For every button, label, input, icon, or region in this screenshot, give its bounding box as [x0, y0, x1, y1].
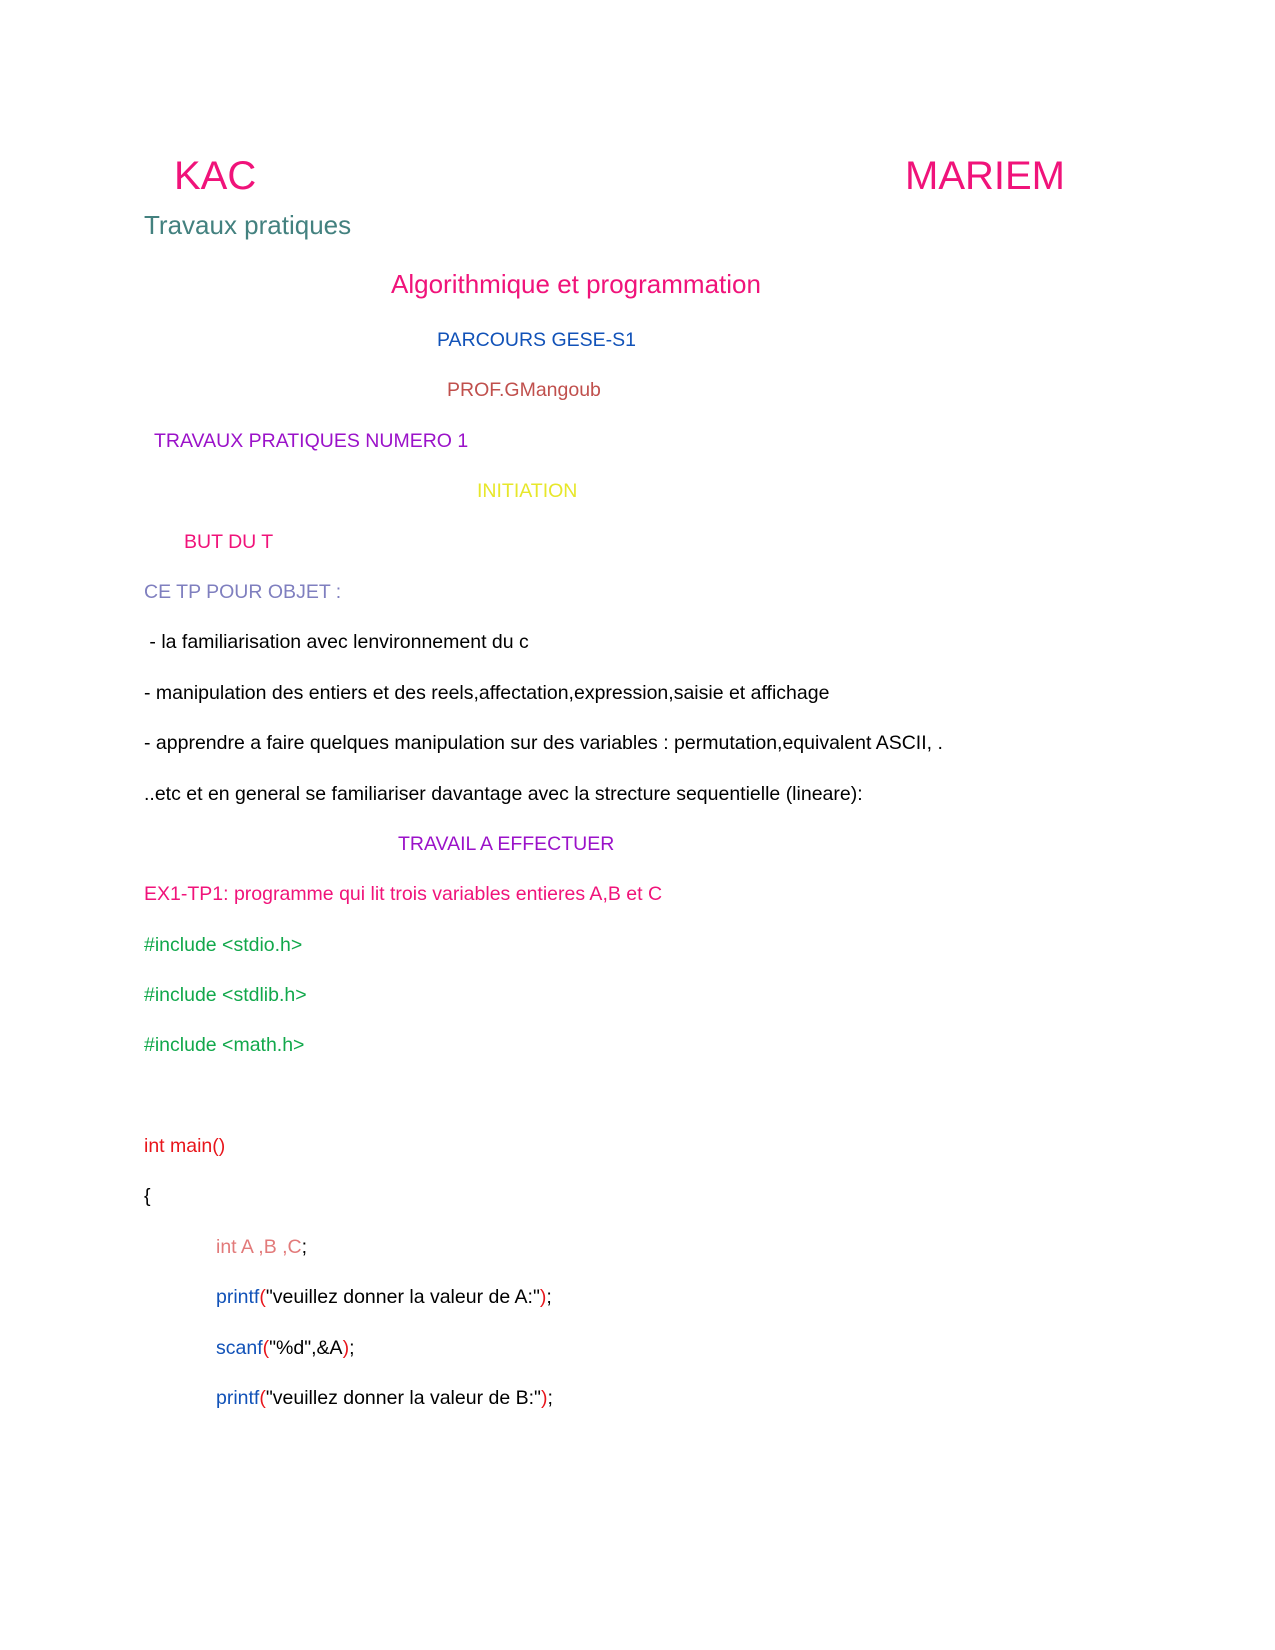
code-paren: ): [540, 1387, 548, 1409]
code-argument: "veuillez donner la valeur de B:": [265, 1387, 541, 1409]
code-argument: "veuillez donner la valeur de A:": [265, 1286, 540, 1308]
code-semicolon: ;: [546, 1286, 552, 1308]
code-paren: (: [262, 1337, 270, 1359]
code-keyword: printf: [216, 1286, 260, 1308]
code-semicolon: ;: [349, 1337, 355, 1359]
author-right-name: MARIEM: [905, 154, 1065, 198]
code-include-line: #include <math.h>: [144, 1034, 305, 1056]
code-printf-line: [216, 1288, 552, 1308]
code-keyword: scanf: [216, 1337, 263, 1359]
objective-item: - manipulation des entiers et des reels,affectation,expression,saisie et affichage: [144, 682, 830, 704]
code-paren: ): [539, 1286, 547, 1308]
subtitle: Travaux pratiques: [144, 210, 352, 240]
goal-heading: BUT DU T: [184, 531, 274, 553]
code-main-signature: int main(): [144, 1135, 226, 1157]
objective-item: - apprendre a faire quelques manipulation sur des variables : permutation,equivalent ASCII, .: [144, 732, 943, 754]
code-declaration: int A ,B ,C: [216, 1236, 302, 1258]
code-include-line: #include <stdio.h>: [144, 934, 303, 956]
code-keyword: printf: [216, 1387, 260, 1409]
tp-number-heading: TRAVAUX PRATIQUES NUMERO 1: [154, 430, 469, 452]
objective-item: ..etc et en general se familiariser davantage avec la strecture sequentielle (lineare):: [144, 783, 863, 805]
tp-topic: INITIATION: [477, 480, 578, 502]
code-paren: (: [259, 1286, 266, 1308]
professor-label: PROF.GMangoub: [447, 379, 601, 401]
code-printf-line: [216, 1389, 553, 1409]
code-paren: (: [259, 1387, 266, 1409]
objective-item: - la familiarisation avec lenvironnement du c: [144, 631, 529, 653]
course-title: Algorithmique et programmation: [391, 269, 761, 299]
code-include-line: #include <stdlib.h>: [144, 984, 307, 1006]
code-declaration-line: [216, 1238, 307, 1258]
code-semicolon: ;: [547, 1387, 553, 1409]
code-argument: "%d",&A: [269, 1337, 343, 1359]
parcours-label: PARCOURS GESE-S1: [437, 329, 637, 351]
code-scanf-line: [216, 1339, 355, 1359]
code-semicolon: ;: [301, 1236, 308, 1258]
author-left-name: KAC: [174, 154, 257, 198]
exercise-title: EX1-TP1: programme qui lit trois variables entieres A,B et C: [144, 883, 663, 905]
code-paren: ): [342, 1337, 350, 1359]
objective-heading: CE TP POUR OBJET :: [144, 581, 342, 603]
work-heading: TRAVAIL A EFFECTUER: [398, 833, 615, 855]
code-open-brace: {: [144, 1185, 151, 1207]
